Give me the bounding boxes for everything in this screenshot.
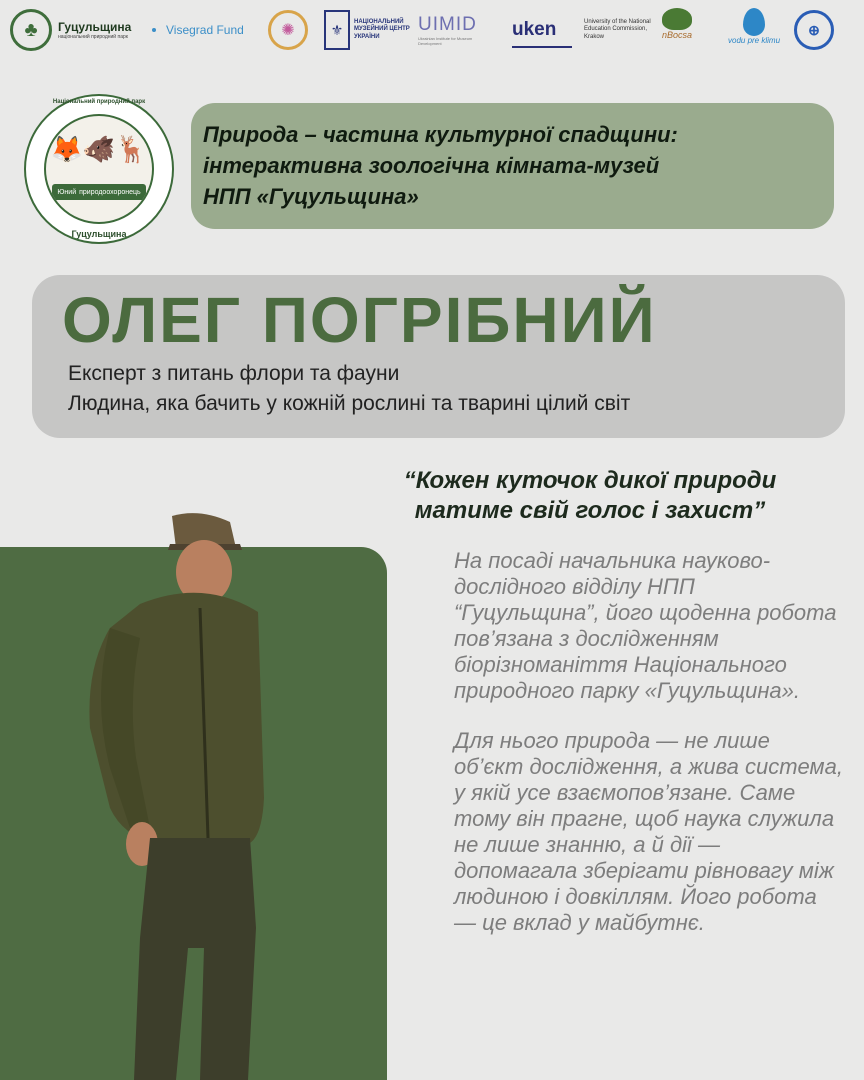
- bio-paragraph: Для нього природа — не лише об’єкт дослідження, а жива система, у якій усе взаємопов’язане. Саме тому він прагне, щоб наука служила не лише знанню, а й дії — допомагала зберігати рівновагу між людиною і довкіллям. Його робота — це вклад у майбутнє.: [454, 728, 843, 935]
- tree-icon: [662, 8, 692, 30]
- hutsul-logo-subtitle: національний природний парк: [58, 33, 128, 40]
- person-role-line: Людина, яка бачить у кожній рослині та тварині цілий світ: [68, 392, 631, 415]
- tree-icon: ♣: [10, 9, 52, 51]
- uimid-logo-text: UIMID: [418, 14, 477, 35]
- emblem-ribbon-prefix: Юний: [57, 188, 77, 196]
- nbocsa-logo: [662, 8, 692, 52]
- header-title-line: Природа – частина культурної спадщини:: [203, 122, 678, 147]
- emblem-inner-circle: [44, 114, 154, 224]
- emblem-bottom-text: Гуцульщина: [71, 229, 127, 239]
- bio-paragraph: На посаді начальника науково-дослідного відділу НПП “Гуцульщина”, його щоденна робота пов’язана з дослідженням біорізноманіття Національного природного парку «Гуцульщина».: [454, 548, 837, 703]
- globe-icon: ⊕: [794, 10, 834, 50]
- partner-logos: [0, 0, 864, 70]
- quote: [360, 466, 820, 526]
- visegrad-logo-text: Visegrad Fund: [166, 23, 244, 37]
- globe-logo: [794, 8, 834, 52]
- animals-icon: 🦊🐗🦌: [50, 134, 148, 164]
- nbocsa-logo-text: nBocsa: [662, 30, 693, 40]
- header-title-box: [191, 103, 834, 229]
- quote-line: матиме свій голос і захист”: [414, 497, 766, 524]
- hutsul-logo-name: Гуцульщина: [58, 19, 132, 34]
- quote-line: “Кожен куточок дикої природи: [403, 467, 777, 494]
- person-role: [68, 359, 630, 419]
- person-name: ОЛЕГ ПОГРІБНИЙ: [62, 284, 657, 356]
- header-title-line: НПП «Гуцульщина»: [203, 184, 419, 209]
- emblem-ribbon-text: природоохоронець: [79, 188, 141, 196]
- hutsulshchyna-logo: [10, 8, 131, 52]
- national-museum-center-logo: [324, 8, 426, 52]
- uken-logo-text: uken: [512, 19, 557, 40]
- uimid-logo: [418, 8, 494, 52]
- vodu-logo-text: vodu pre klimu: [728, 36, 781, 45]
- museum-emblem-icon: ⚜: [324, 10, 350, 50]
- nmc-logo-text: НАЦІОНАЛЬНИЙ МУЗЕЙНИЙ ЦЕНТР УКРАЇНИ: [354, 19, 410, 40]
- unec-logo: University of the National Education Commission, Krakow: [584, 18, 651, 40]
- emblem-top-text: Національний природний парк: [52, 99, 146, 105]
- person-photo: [80, 508, 270, 1080]
- bio-text: [454, 548, 844, 960]
- emblem-ribbon: [52, 184, 146, 200]
- sun-emblem-logo: [268, 8, 312, 52]
- visegrad-logo: [152, 8, 244, 52]
- header-title-line: інтерактивна зоологічна кімната-музей: [203, 153, 660, 178]
- underline-icon: [512, 46, 572, 48]
- person-name-box: [32, 275, 845, 438]
- young-ranger-emblem: [24, 94, 174, 244]
- sun-icon: ✺: [268, 10, 308, 50]
- person-role-line: Експерт з питань флори та фауни: [68, 362, 400, 385]
- uimid-logo-subtitle: Ukrainian Institute for Museum Development: [418, 36, 473, 46]
- uken-logo: [512, 8, 556, 52]
- dot-icon: [152, 28, 156, 32]
- vodu-logo: [728, 8, 780, 52]
- water-drop-icon: [743, 8, 765, 36]
